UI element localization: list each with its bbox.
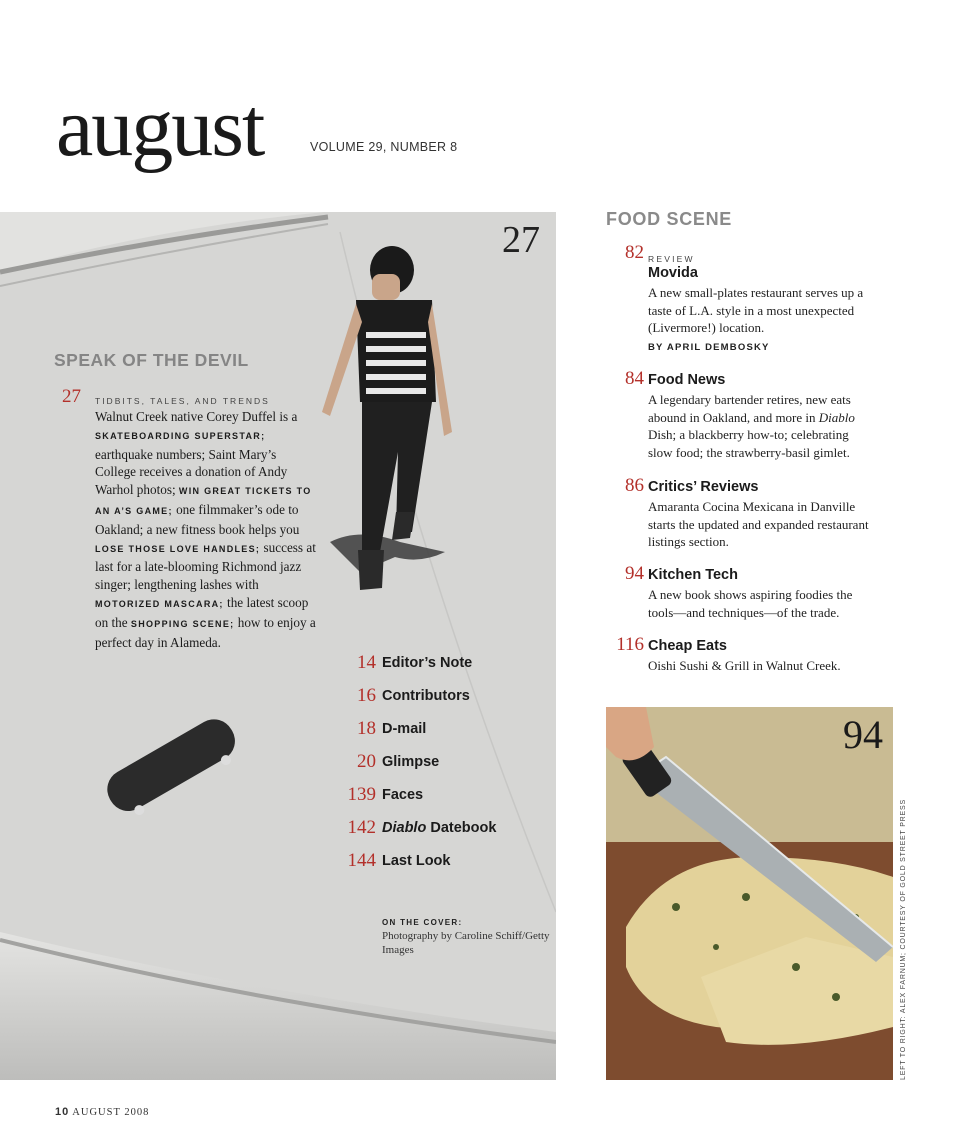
food-entry-description: Oishi Sushi & Grill in Walnut Creek. — [648, 658, 841, 673]
food-entry-page: 94 — [625, 563, 644, 584]
food-entry-title: Food News — [648, 372, 726, 388]
food-entry-title: Cheap Eats — [648, 638, 727, 654]
photo-page-number: 27 — [502, 219, 540, 261]
cover-label: ON THE COVER: — [382, 918, 463, 927]
department-page: 142 — [347, 817, 376, 838]
highlight-phrase: MOTORIZED MASCARA; — [95, 598, 224, 609]
department-label-text: Datebook — [426, 820, 497, 836]
speak-of-the-devil-title: SPEAK OF THE DEVIL — [54, 350, 249, 370]
skatepark-photo — [0, 212, 556, 1080]
food-entry-title: Kitchen Tech — [648, 567, 738, 583]
food-entry-page: 116 — [616, 634, 644, 655]
department-label — [382, 688, 470, 704]
department-page: 16 — [357, 685, 376, 706]
food-entry-page: 82 — [625, 242, 644, 263]
department-label-text: Last Look — [382, 853, 451, 869]
department-label — [382, 721, 426, 737]
department-label — [382, 787, 423, 803]
department-label — [382, 754, 439, 770]
body-text: earthquake numbers; Saint Mary’s College receives a donation of Andy Warhol photos; — [95, 446, 288, 498]
masthead-title: august — [56, 81, 264, 174]
highlight-phrase: SHOPPING SCENE; — [130, 618, 235, 629]
highlight-phrase: WIN GREAT TICKETS TO AN A’S GAME; — [95, 486, 312, 516]
department-label-italic: Diablo — [382, 820, 427, 836]
department-label-text: Glimpse — [382, 754, 440, 770]
food-entry-description-part: A legendary bartender retires, new eats abound in Oakland, and more in — [648, 392, 851, 425]
department-label — [382, 853, 450, 869]
speak-of-the-devil-page[interactable]: 27 — [62, 386, 81, 407]
body-text: Walnut Creek native Corey Duffel is a — [95, 409, 298, 424]
food-entry-description: A new book shows aspiring foodies the tools—and techniques—of the trade. — [648, 587, 853, 620]
department-label — [382, 655, 472, 671]
department-page: 20 — [357, 751, 376, 772]
folio-page: 10 — [55, 1106, 70, 1118]
speak-of-the-devil-body — [95, 408, 319, 651]
department-label-text: D-mail — [382, 721, 427, 737]
cover-credit — [382, 918, 552, 957]
highlight-phrase: LOSE THOSE LOVE HANDLES; — [95, 543, 261, 554]
department-page: 14 — [357, 652, 376, 673]
highlight-phrase: SKATEBOARDING SUPERSTAR; — [95, 430, 266, 441]
food-illustration — [606, 707, 893, 1080]
body-text: the latest scoop on the — [95, 594, 309, 630]
speak-of-the-devil-label: TIDBITS, TALES, AND TRENDS — [95, 396, 270, 406]
department-label-text: Faces — [382, 787, 424, 803]
volume-number: VOLUME 29, NUMBER 8 — [310, 140, 458, 154]
folio-issue: AUGUST 2008 — [72, 1107, 150, 1118]
food-entry-description: Amaranta Cocina Mexicana in Danville starts the updated and expanded restaurant listings section. — [648, 499, 869, 550]
food-photo-page-number: 94 — [843, 712, 883, 757]
food-entry-page: 84 — [625, 368, 644, 389]
food-entry-description — [648, 391, 876, 461]
food-entry-description-part: Dish; a blackberry how-to; celebrating slow food; the strawberry-basil gimlet. — [648, 427, 850, 460]
photo-credit: LEFT TO RIGHT: ALEX FARNUM; COURTESY OF GOLD STREET PRESS — [900, 799, 907, 1080]
food-entry-title: Movida — [648, 265, 698, 281]
food-entry-kicker: REVIEW — [648, 254, 695, 264]
cover-photographer: Photography by Caroline Schiff/Getty Images — [382, 930, 550, 956]
food-entry-description: A new small-plates restaurant serves up a taste of L.A. style in a most unexpected (Livermore!) location. — [648, 285, 864, 336]
food-entry-byline: BY APRIL DEMBOSKY — [648, 342, 770, 353]
food-entry-title: Critics’ Reviews — [648, 479, 759, 495]
food-entry-page: 86 — [625, 475, 644, 496]
food-photo — [606, 707, 893, 1080]
folio — [55, 1106, 149, 1118]
food-entry-description-part: Diablo — [818, 409, 855, 425]
department-label-text: Editor’s Note — [382, 655, 473, 671]
food-scene-title: FOOD SCENE — [606, 209, 733, 229]
body-text: how to enjoy a perfect day in Alameda. — [95, 614, 316, 650]
body-text: one filmmaker’s ode to Oakland; a new fitness book helps you — [95, 501, 300, 537]
department-page: 139 — [347, 784, 376, 805]
department-page: 18 — [357, 718, 376, 739]
department-page: 144 — [347, 850, 376, 871]
body-text: success at last for a late-blooming Richmond jazz singer; lengthening lashes with — [95, 539, 316, 593]
department-label-text: Contributors — [382, 688, 470, 704]
department-label — [382, 820, 496, 836]
